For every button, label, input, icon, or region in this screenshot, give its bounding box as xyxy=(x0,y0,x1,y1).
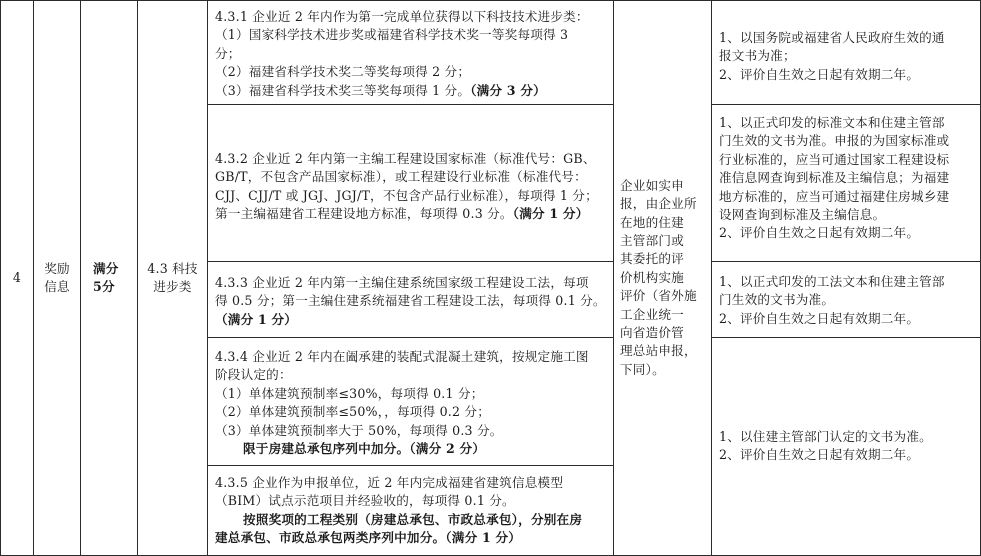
review-line: 理总站申报， xyxy=(620,343,697,359)
item-4-3-5 xyxy=(207,465,614,556)
item-line: GB/T，不包含产品国家标准），或工程建设行业标准（标准代号： xyxy=(215,169,587,185)
item-line: 阶段认定的： xyxy=(215,367,292,383)
review-line: 其委托的评 xyxy=(620,251,684,267)
note-line: 1、以正式印发的标准文本和住建主管部 xyxy=(719,115,945,130)
category-cell xyxy=(33,0,81,556)
item-line: CJJ、CJJ/T 或 JGJ、JGJ/T，不包含产品行业标准），每项得 1 分； xyxy=(215,187,598,203)
row-number: 4 xyxy=(12,269,22,285)
item-line: 4.3.2 企业近 2 年内第一主编工程建设国家标准（标准代号：GB、 xyxy=(215,151,596,166)
item-line: （2）单体建筑预制率≤50%，，每项得 0.2 分； xyxy=(215,404,490,420)
item-line: （BIM）试点示范项目并经验收的，每项得 0.1 分。 xyxy=(215,493,515,509)
review-line: 企业如实申 xyxy=(620,177,684,193)
review-line: 价机构实施 xyxy=(620,269,684,285)
item-line: （3）单体建筑预制率大于 50%，每项得 0.3 分。 xyxy=(215,422,503,438)
note-line: 1、以国务院或福建省人民政府生效的通 xyxy=(719,30,945,45)
item-4-3-1 xyxy=(207,0,614,105)
row-number-cell xyxy=(0,0,34,556)
item-line xyxy=(215,205,613,223)
item-text: （3）福建省科学技术奖三等奖每项得 1 分。 xyxy=(215,82,471,98)
review-line: 评价（省外施 xyxy=(620,288,697,304)
item-line: （1）单体建筑预制率≤30%，每项得 0.1 分； xyxy=(215,385,484,401)
item-line xyxy=(215,82,613,100)
item-line: （2）福建省科学技术奖二等奖每项得 2 分； xyxy=(215,64,471,80)
review-line: 在地的住建 xyxy=(620,214,684,230)
item-max-score: （满分 1 分） xyxy=(512,206,589,222)
review-line: 主管部门或 xyxy=(620,232,684,248)
item-line: 得 0.5 分；第一主编住建系统福建省工程建设工法，每项得 0.1 分。 xyxy=(215,293,606,309)
item-4-3-2 xyxy=(207,104,614,262)
item-line: 4.3.1 企业近 2 年内作为第一完成单位获得以下科技技术进步类： xyxy=(215,9,589,24)
review-method-cell xyxy=(613,0,712,556)
review-line: 下同）。 xyxy=(620,361,665,377)
item-max-score: （满分 1 分） xyxy=(215,311,298,327)
item-max-score: （满分 3 分） xyxy=(470,82,546,98)
category-line-2: 信息 xyxy=(44,279,70,294)
subcategory-line-1: 4.3 科技 xyxy=(147,260,198,276)
item-max-score: 限于房建总承包序列中加分。（满分 2 分） xyxy=(243,441,486,457)
note-line: 设网查询到标准及主编信息。 xyxy=(719,207,886,223)
note-line: 2、评价自生效之日起有效期二年。 xyxy=(719,310,920,326)
note-line: 准信息网查询到标准及主编信息；为福建 xyxy=(719,170,950,186)
note-line: 门生效的文书为准。 xyxy=(719,292,835,308)
note-4-3-3 xyxy=(711,261,981,338)
item-line: 4.3.5 企业作为申报单位，近 2 年内完成福建省建筑信息模型 xyxy=(215,475,564,490)
note-line: 1、以正式印发的工法文本和住建主管部 xyxy=(719,274,945,289)
note-line: 地方标准的，应当可通过福建住房城乡建 xyxy=(719,188,950,204)
note-line: 1、以住建主管部门认定的文书为准。 xyxy=(719,429,932,444)
note-4-3-2 xyxy=(711,104,981,262)
note-4-3-1 xyxy=(711,0,981,105)
item-line: （1）国家科学技术进步奖或福建省科学技术奖一等奖每项得 3 xyxy=(215,27,569,43)
item-line: 4.3.3 企业近 2 年内第一主编住建系统国家级工程建设工法，每项 xyxy=(215,275,589,290)
review-line: 报，由企业所 xyxy=(620,196,697,212)
item-4-3-3 xyxy=(207,261,614,338)
note-4-3-4-5 xyxy=(711,337,981,556)
score-line-1: 满分 xyxy=(93,260,119,276)
note-line: 2、评价自生效之日起有效期二年。 xyxy=(719,225,920,241)
review-line: 工企业统一 xyxy=(620,306,684,322)
item-line: 4.3.4 企业近 2 年内在阖承建的装配式混凝土建筑，按规定施工图 xyxy=(215,349,589,364)
review-line: 向省造价管 xyxy=(620,325,684,341)
note-line: 2、评价自生效之日起有效期二年。 xyxy=(719,447,920,463)
item-note-bold: 按照奖项的工程类别（房建总承包、市政总承包），分别在房 xyxy=(243,511,583,527)
note-line: 报文书为准； xyxy=(719,48,796,64)
subcategory-line-2: 进步类 xyxy=(153,279,192,294)
item-note-bold: 建总承包、市政总承包两类序列中加分。（满分 1 分） xyxy=(215,530,522,546)
item-4-3-4 xyxy=(207,337,614,466)
note-line: 2、评价自生效之日起有效期二年。 xyxy=(719,66,920,82)
score-line-2: 5分 xyxy=(93,279,115,294)
note-line: 门生效的文书为准。申报的为国家标准或 xyxy=(719,133,950,149)
score-cell xyxy=(80,0,138,556)
item-text: 第一主编福建省工程建设地方标准，每项得 0.3 分。 xyxy=(215,206,513,222)
note-line: 行业标准的，应当可通过国家工程建设标 xyxy=(719,151,950,167)
subcategory-cell xyxy=(137,0,208,556)
category-line-1: 奖励 xyxy=(44,260,70,276)
item-line: 分； xyxy=(215,45,241,61)
